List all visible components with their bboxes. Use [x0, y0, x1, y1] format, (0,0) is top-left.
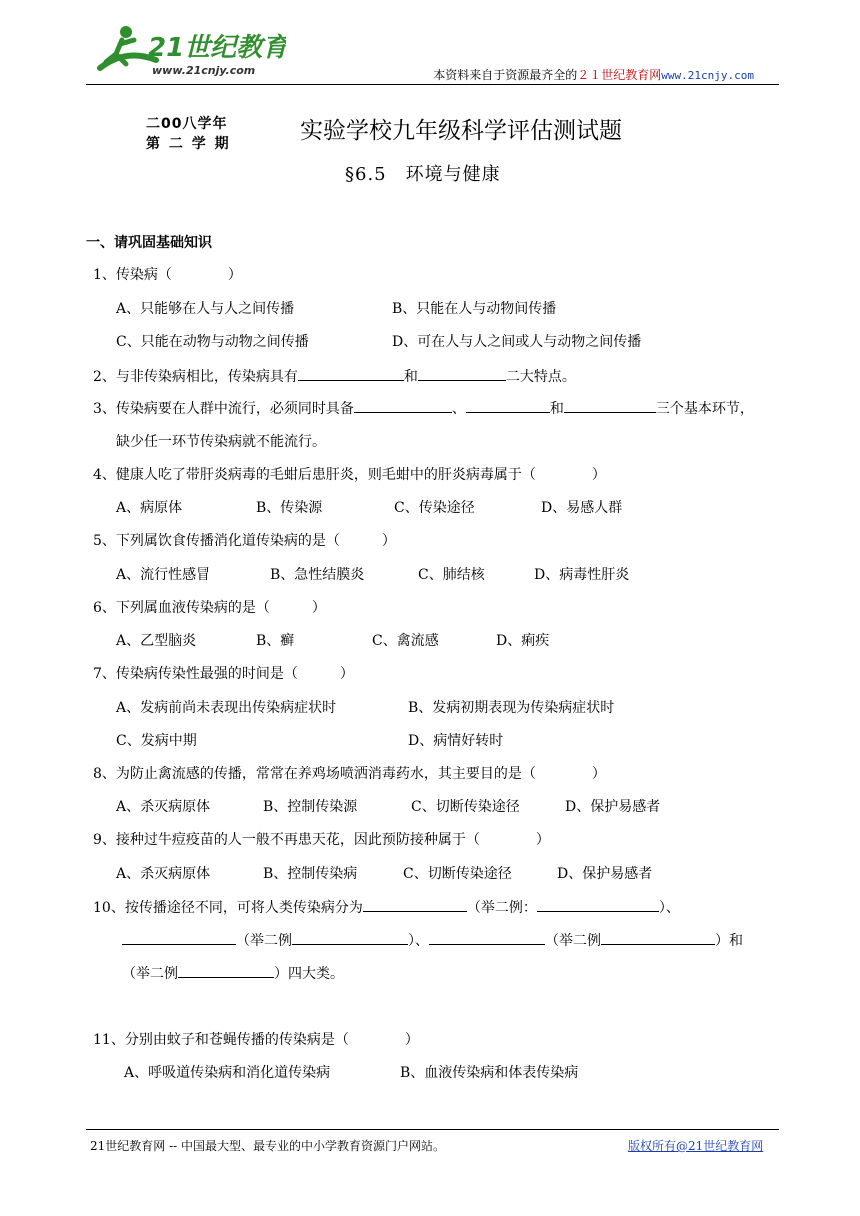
- question-6-stem: 6、下列属血液传染病的是（ ）: [93, 600, 326, 616]
- question-6-option-c: C、禽流感: [372, 633, 439, 649]
- question-4-option-a: A、病原体: [116, 500, 183, 516]
- question-8-stem: 8、为防止禽流感的传播，常常在养鸡场喷洒消毒药水，其主要目的是（ ）: [93, 766, 606, 782]
- page-title: 实验学校九年级科学评估测试题: [300, 118, 622, 144]
- question-7-option-a: A、发病前尚未表现出传染病症状时: [116, 700, 337, 716]
- header-divider: [86, 84, 779, 85]
- question-2: 2、与非传染病相比，传染病具有 和 二大特点。: [93, 366, 576, 386]
- blank[interactable]: [354, 398, 452, 413]
- question-4-stem: 4、健康人吃了带肝炎病毒的毛蚶后患肝炎，则毛蚶中的肝炎病毒属于（ ）: [93, 467, 606, 483]
- question-9-option-c: C、切断传染途径: [403, 866, 512, 882]
- footer-copyright-link[interactable]: 版权所有@21世纪教育网: [628, 1139, 764, 1153]
- question-8-option-b: B、控制传染源: [263, 799, 358, 815]
- question-8-option-a: A、杀灭病原体: [116, 799, 211, 815]
- question-10-line-2: （举二例 ）、 （举二例 ）和: [122, 930, 743, 950]
- question-9-option-a: A、杀灭病原体: [116, 866, 211, 882]
- question-8-option-c: C、切断传染途径: [411, 799, 520, 815]
- question-7-option-d: D、病情好转时: [408, 733, 504, 749]
- question-4-option-c: C、传染途径: [394, 500, 475, 516]
- question-5-option-a: A、流行性感冒: [116, 567, 211, 583]
- question-7-stem: 7、传染病传染性最强的时间是（ ）: [93, 666, 354, 682]
- question-11-option-a: A、呼吸道传染病和消化道传染病: [124, 1065, 331, 1081]
- blank[interactable]: [537, 897, 659, 912]
- blank[interactable]: [292, 930, 408, 945]
- question-9-option-d: D、保护易感者: [557, 866, 653, 882]
- question-4-option-b: B、传染源: [256, 500, 323, 516]
- blank[interactable]: [466, 398, 550, 413]
- question-10-line-1: 10、按传播途径不同，可将人类传染病分为 （举二例： ）、: [93, 897, 680, 917]
- logo-text: 21世纪教育: [148, 33, 286, 63]
- blank[interactable]: [122, 930, 236, 945]
- question-11-option-b: B、血液传染病和体表传染病: [400, 1065, 579, 1081]
- logo-url: www.21cnjy.com: [152, 64, 256, 77]
- question-7-option-c: C、发病中期: [116, 733, 197, 749]
- question-6-option-d: D、痢疾: [496, 633, 550, 649]
- page-subtitle: §6.5 环境与健康: [345, 164, 501, 185]
- section-heading: 一、请巩固基础知识: [86, 235, 212, 251]
- question-1-option-d: D、可在人与人之间或人与动物之间传播: [392, 334, 642, 350]
- header-source-note: 本资料来自于资源最齐全的２１世纪教育网www.21cnjy.com: [433, 68, 754, 82]
- blank[interactable]: [363, 897, 467, 912]
- question-7-option-b: B、发病初期表现为传染病症状时: [408, 700, 615, 716]
- question-5-option-d: D、病毒性肝炎: [534, 567, 630, 583]
- question-4-option-d: D、易感人群: [541, 500, 623, 516]
- blank[interactable]: [564, 398, 656, 413]
- header-site-name[interactable]: ２１世纪教育网: [577, 68, 662, 82]
- question-6-option-a: A、乙型脑炎: [116, 633, 197, 649]
- header-site-url[interactable]: www.21cnjy.com: [661, 69, 754, 82]
- question-8-option-d: D、保护易感者: [565, 799, 661, 815]
- blank[interactable]: [429, 930, 545, 945]
- question-1-stem: 1、传染病（ ）: [93, 267, 242, 283]
- question-1-option-c: C、只能在动物与动物之间传播: [116, 334, 309, 350]
- question-5-option-c: C、肺结核: [418, 567, 485, 583]
- question-3-line-2: 缺少任一环节传染病就不能流行。: [116, 434, 326, 450]
- blank[interactable]: [178, 963, 274, 978]
- question-10-line-3: （举二例 ）四大类。: [122, 963, 344, 983]
- school-term: 第 二 学 期: [146, 136, 229, 152]
- question-1-option-a: A、只能够在人与人之间传播: [116, 301, 295, 317]
- question-9-option-b: B、控制传染病: [263, 866, 358, 882]
- question-1-option-b: B、只能在人与动物间传播: [392, 301, 557, 317]
- runner-logo-icon: [86, 20, 286, 80]
- school-year: 二00八学年: [146, 116, 228, 132]
- blank[interactable]: [298, 366, 404, 381]
- footer-site-description: 21世纪教育网 -- 中国最大型、最专业的中小学教育资源门户网站。: [90, 1139, 446, 1153]
- footer-divider: [86, 1129, 779, 1130]
- question-5-stem: 5、下列属饮食传播消化道传染病的是（ ）: [93, 533, 396, 549]
- blank[interactable]: [601, 930, 715, 945]
- site-logo: [86, 20, 286, 80]
- blank[interactable]: [418, 366, 506, 381]
- question-9-stem: 9、接种过牛痘疫苗的人一般不再患天花，因此预防接种属于（ ）: [93, 832, 550, 848]
- question-5-option-b: B、急性结膜炎: [270, 567, 365, 583]
- question-6-option-b: B、癣: [256, 633, 295, 649]
- question-3: 3、传染病要在人群中流行，必须同时具备 、 和 三个基本环节，: [93, 398, 754, 418]
- question-11-stem: 11、分别由蚊子和苍蝇传播的传染病是（ ）: [93, 1032, 419, 1048]
